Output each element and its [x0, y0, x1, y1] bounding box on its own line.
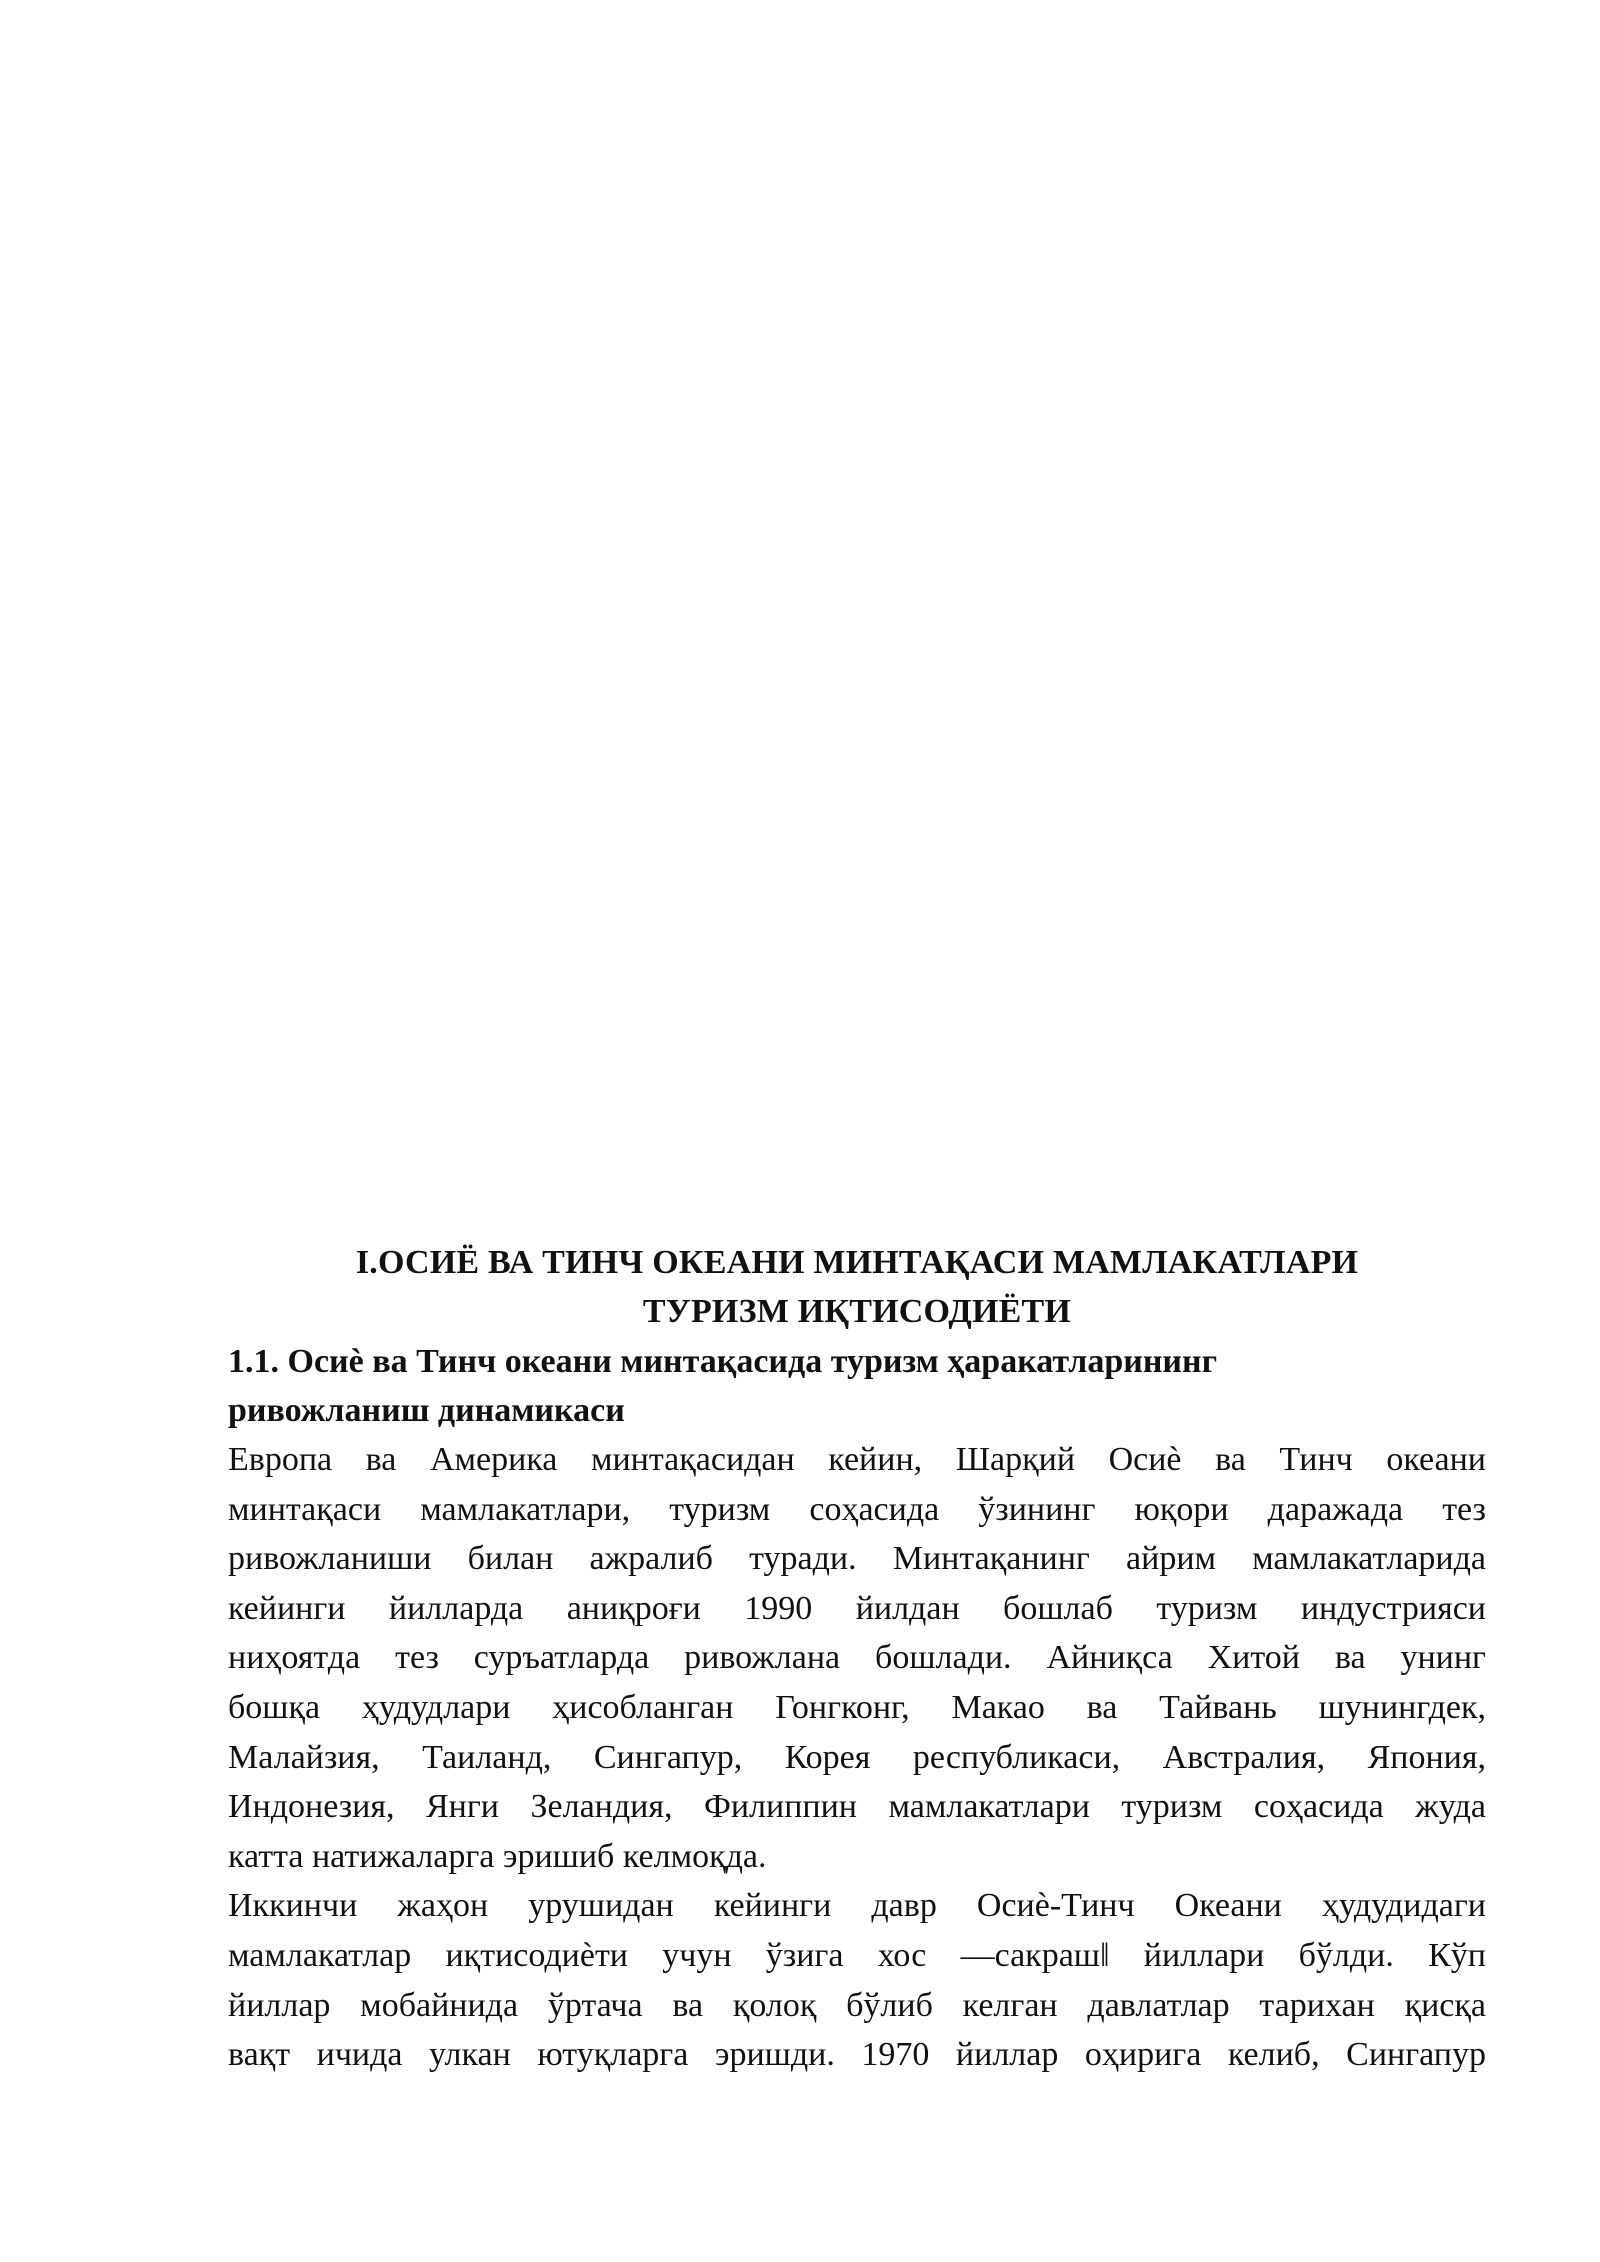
- text-line: мамлакатлар иқтисодиѐти учун ўзига хос ―сакраш‖ йиллари бўлди. Кўп: [228, 1936, 1486, 1974]
- section-title-line: ривожланиш динамикаси: [228, 1392, 625, 1429]
- text-line: Иккинчи жаҳон урушидан кейинги давр Осиѐ-Тинч Океани ҳудудидаги: [228, 1887, 1486, 1925]
- text-line: Индонезия, Янги Зеландия, Филиппин мамлакатлари туризм соҳасида жуда: [228, 1788, 1486, 1826]
- text-line: минтақаси мамлакатлари, туризм соҳасида ўзининг юқори даражада тез: [228, 1490, 1486, 1528]
- text-line: бошқа ҳудудлари ҳисобланган Гонгконг, Макао ва Тайвань шунингдек,: [228, 1688, 1486, 1726]
- text-line: ниҳоятда тез суръатларда ривожлана бошлади. Айниқса Хитой ва унинг: [228, 1639, 1486, 1677]
- chapter-title-line: I.ОСИЁ ВА ТИНЧ ОКЕАНИ МИНТАҚАСИ МАМЛАКАТЛАРИ: [355, 1244, 1359, 1281]
- text-line: кейинги йилларда аниқроғи 1990 йилдан бошлаб туризм индустрияси: [228, 1589, 1486, 1627]
- text-line: Европа ва Америка минтақасидан кейин, Шарқий Осиѐ ва Тинч океани: [228, 1441, 1486, 1478]
- text-line: катта натижаларга эришиб келмоқда.: [228, 1837, 767, 1875]
- document-content: [228, 1238, 1486, 2080]
- text-line: Малайзия, Таиланд, Сингапур, Корея республикаси, Австралия, Япония,: [228, 1738, 1486, 1776]
- chapter-title-line: ТУРИЗМ ИҚТИСОДИЁТИ: [642, 1293, 1072, 1330]
- body-paragraph: [228, 1881, 1486, 2079]
- text-line: вақт ичида улкан ютуқларга эришди. 1970 йиллар оҳирига келиб, Сингапур: [228, 2036, 1486, 2074]
- body-paragraph: [228, 1435, 1486, 1881]
- section-title: [228, 1337, 1486, 1435]
- chapter-title: [228, 1238, 1486, 1336]
- section-title-line: 1.1. Осиѐ ва Тинч океани минтақасида туризм ҳаракатларининг: [228, 1343, 1218, 1380]
- text-line: йиллар мобайнида ўртача ва қолоқ бўлиб келган давлатлар тарихан қисқа: [228, 1986, 1486, 2024]
- text-line: ривожланиши билан ажралиб туради. Минтақанинг айрим мамлакатларида: [228, 1540, 1486, 1578]
